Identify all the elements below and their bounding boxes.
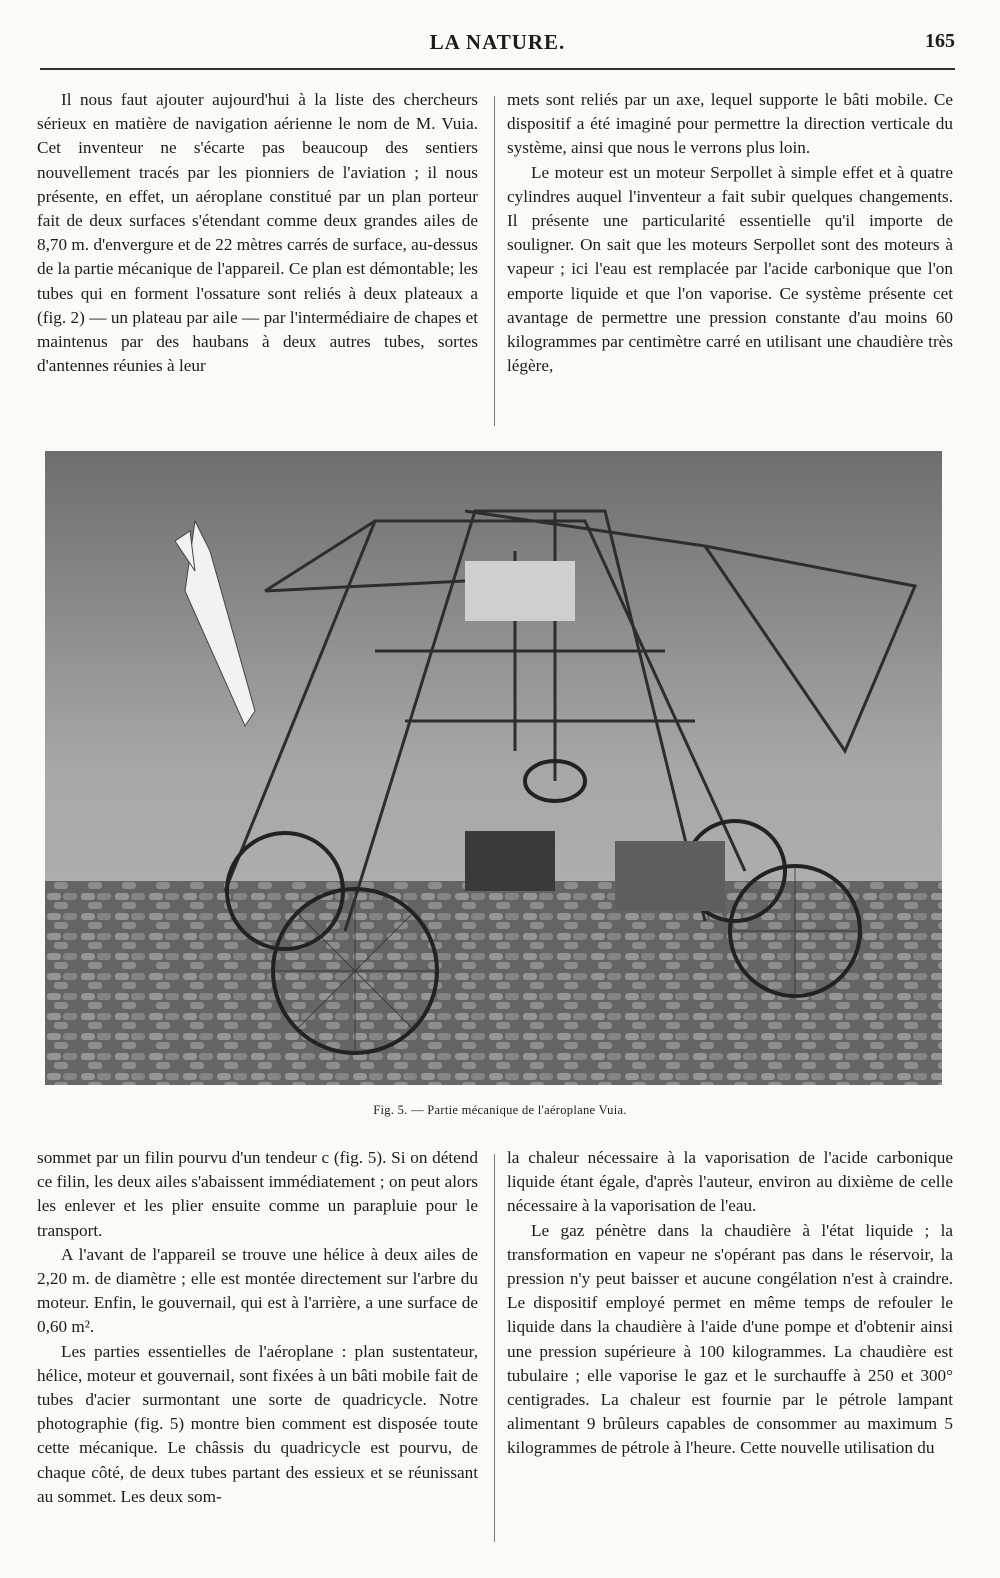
page-number: 165 [925, 30, 955, 52]
column-divider [494, 1154, 495, 1542]
paragraph: Les parties essentielles de l'aéroplane : plan sustentateur, hélice, moteur et gouvernail, sont fixées à un bâti mobile fait de tubes d'acier surmontant une sorte de quadricycle. Notre photographie (fig. 5) montre bien comment est disposée toute cette mécanique. Le châssis du quadricycle est pourvu, de chaque côté, de deux tubes partant des essieux et se réunissant au sommet. Les deux som- [37, 1341, 478, 1506]
figure-photo [45, 451, 942, 1085]
column-bottom-left [37, 1146, 478, 1509]
paragraph: la chaleur nécessaire à la vaporisation de l'acide carbonique liquide étant égale, d'après l'auteur, environ au dixième de celle nécessaire à la vaporisation de l'eau. [507, 1148, 953, 1216]
paragraph: A l'avant de l'appareil se trouve une hélice à deux ailes de 2,20 m. de diamètre ; elle est montée directement sur l'arbre du moteur. Enfin, le gouvernail, qui est à l'arrière, a une surface de 0,60 m². [37, 1244, 478, 1337]
paragraph: Il nous faut ajouter aujourd'hui à la liste des chercheurs sérieux en matière de navigation aérienne le nom de M. Vuia. Cet inventeur ne s'écarte pas beaucoup des sentiers nouvellement tracés par les pionniers de l'aviation ; il nous présente, en effet, un aéroplane constitué par un plan porteur fait de deux surfaces s'étendant comme deux grandes ailes de 8,70 m. d'envergure et de 22 mètres carrés de surface, au-dessus de la partie mécanique de l'appareil. Ce plan est démontable; les tubes qui en forment l'ossature sont reliés à deux plateaux a (fig. 2) — un plateau par aile — par l'intermédiaire de chapes et maintenus par des haubans à deux autres tubes, sortes d'antennes réunies à leur [37, 90, 478, 376]
column-divider [494, 96, 495, 426]
page-header [40, 30, 955, 64]
paragraph: mets sont reliés par un axe, lequel supporte le bâti mobile. Ce dispositif a été imaginé pour permettre la direction verticale du système, ainsi que nous le verrons plus loin. [507, 90, 953, 158]
column-top-left [37, 88, 478, 378]
header-rule [40, 68, 955, 70]
journal-title: LA NATURE. [429, 30, 566, 54]
paragraph: Le gaz pénètre dans la chaudière à l'état liquide ; la transformation en vapeur ne s'opérant pas dans le réservoir, la pression n'y peut baisser et aucune congélation n'est à craindre. Le dispositif employé permet en même temps de refouler le liquide dans la chaudière à l'aide d'une pompe et d'obtenir ainsi une pression supérieure à 100 kilogrammes. La chaudière est tubulaire ; elle vaporise le gaz et le surchauffe à 250 et 300° centigrades. La chaleur est fournie par le pétrole lampant alimentant 9 brûleurs capables de consommer au maximum 5 kilogrammes de pétrole à l'heure. Cette nouvelle utilisation du [507, 1220, 953, 1458]
figure-caption: Fig. 5. — Partie mécanique de l'aéroplane Vuia. [373, 1103, 627, 1117]
paragraph: sommet par un filin pourvu d'un tendeur c (fig. 5). Si on détend ce filin, les deux ailes s'abaissent immédiatement ; on peut alors les enlever et les plier ensuite comme un parapluie pour le transport. [37, 1148, 478, 1240]
column-bottom-right [507, 1146, 953, 1461]
column-top-right [507, 88, 953, 378]
paragraph: Le moteur est un moteur Serpollet à simple effet et à quatre cylindres auquel l'inventeur a fait subir quelques changements. Il présente une particularité essentielle qu'il importe de souligner. On sait que les moteurs Serpollet sont des moteurs à vapeur ; ici l'eau est remplacée par l'acide carbonique que l'on emporte liquide et que l'on vaporise. Ce système présente cet avantage de permettre une pression constante d'au moins 60 kilogrammes par centimètre carré en utilisant une chaudière très légère, [507, 162, 953, 376]
